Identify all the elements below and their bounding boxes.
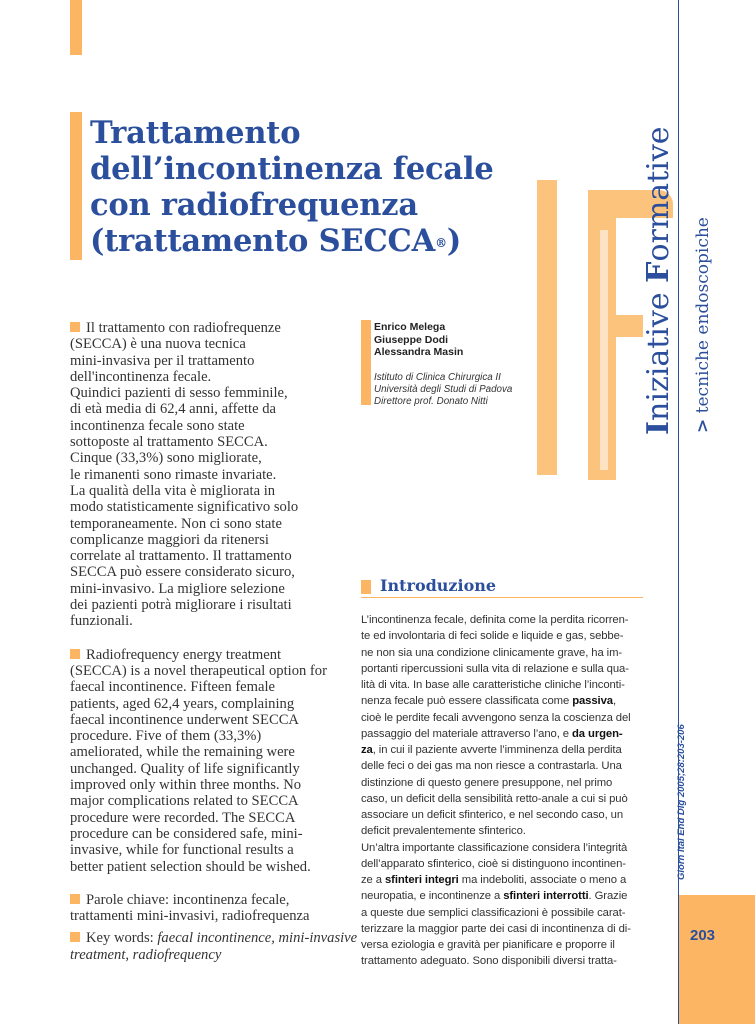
text-line: neuropatia, e incontinenze a sfinteri interrotti. Grazie xyxy=(361,890,628,903)
bullet-square-icon xyxy=(70,649,80,659)
section-rule xyxy=(361,597,643,598)
text-line: versa eziologia e gravità per pianificare e proporre il xyxy=(361,939,615,951)
section-heading: Introduzione xyxy=(380,576,497,595)
text-line: ne non sia una condizione clinicamente grave, ha im- xyxy=(361,646,623,659)
abstract xyxy=(70,320,360,969)
series-subtitle: > tecniche endoscopiche xyxy=(693,217,713,433)
page-number-box xyxy=(679,895,755,1024)
abstract-italian xyxy=(70,320,360,630)
text-line: unchanged. Quality of life significantly xyxy=(70,760,300,777)
text-line: distinzione di questo genere presuppone, nel primo xyxy=(361,776,613,789)
registered-mark: ® xyxy=(435,236,447,250)
text-line: delle feci o dei gas ma non riesce a contrastarla. Una xyxy=(361,760,622,773)
title-line: (trattamento SECCA®) xyxy=(90,223,462,259)
keywords-english: Key words: faecal incontinence, mini-invasive treatment, radiofrequency xyxy=(70,930,358,963)
text-line: passaggio del materiale attraverso l’ano, e da urgen- xyxy=(361,727,623,740)
series-title: Iniziative Formative xyxy=(641,126,676,435)
text-line: cioè le perdite fecali avvengono senza la coscienza del xyxy=(361,711,631,724)
text-line: faecal incontinence underwent SECCA xyxy=(70,711,299,728)
text-line: Radiofrequency energy treatment xyxy=(70,647,360,663)
text-line: Cinque (33,3%) sono migliorate, xyxy=(70,450,262,467)
text-line: caso, un deficit della sensibilità retto-anale a cui si può xyxy=(361,792,628,805)
text-line: Il trattamento con radiofrequenze xyxy=(70,320,360,336)
title-line: Trattamento xyxy=(90,115,301,151)
text-line: La qualità della vita è migliorata in xyxy=(70,482,276,499)
text-line: temporaneamente. Non ci sono state xyxy=(70,515,282,532)
abstract-english xyxy=(70,647,360,875)
text-line: correlate al trattamento. Il trattamento xyxy=(70,548,292,565)
text-line: a queste due semplici classificazioni è possibile carat- xyxy=(361,906,626,919)
text-line: terizzare la maggior parte dei casi di incontinenza di di- xyxy=(361,922,631,935)
text-line: portanti ripercussioni sulla vita di relazione e sulla qua- xyxy=(361,662,629,675)
title-line: dell’incontinenza fecale xyxy=(90,151,494,187)
text-line: improved only within three months. No xyxy=(70,777,302,794)
text-line: (SECCA) è una nuova tecnica xyxy=(70,336,246,353)
author-name: Enrico Melega xyxy=(374,321,446,333)
authors-accent-bar xyxy=(361,320,371,405)
text-line: trattamento adeguato. Sono disponibili diversi tratta- xyxy=(361,955,617,968)
title-accent-bar xyxy=(70,112,82,260)
text-line: sottoposte al trattamento SECCA. xyxy=(70,434,268,451)
text-line: patients, aged 62,4 years, complaining xyxy=(70,695,295,712)
text-line: te ed involontaria di feci solide e liquide e gas, sebbe- xyxy=(361,630,624,643)
text-line: Un’altra importante classificazione considera l’integrità xyxy=(361,841,628,854)
text-line: L’incontinenza fecale, definita come la perdita ricorren- xyxy=(361,614,629,626)
author-list xyxy=(374,321,544,359)
text-line: le rimanenti sono rimaste invariate. xyxy=(70,466,277,483)
text-line: procedure. Five of them (33,3%) xyxy=(70,728,262,745)
text-line: funzionali. xyxy=(70,613,133,630)
text-line: za, in cui il paziente avverte l’imminenza della perdita xyxy=(361,744,622,756)
body-text xyxy=(361,612,646,970)
text-line: ameliorated, while the remaining were xyxy=(70,744,295,761)
bullet-square-icon xyxy=(70,322,80,332)
arrow-icon: > xyxy=(693,418,713,433)
text-line: dell’apparato sfinterico, cioè si distinguono incontinen- xyxy=(361,857,626,870)
text-line: mini-invasivo. La migliore selezione xyxy=(70,580,285,597)
text-line: complicanze maggiori da ritenersi xyxy=(70,531,269,548)
text-line: incontinenza fecale sono state xyxy=(70,417,245,434)
text-line: Quindici pazienti di sesso femminile, xyxy=(70,385,288,402)
title-line: con radiofrequenza xyxy=(90,187,418,223)
text-line: procedure were recorded. The SECCA xyxy=(70,809,296,826)
keywords-italian: Parole chiave: incontinenza fecale, trattamenti mini-invasivi, radiofrequenza xyxy=(70,891,310,925)
text-line: (SECCA) is a novel therapeutical option for xyxy=(70,662,327,679)
text-line: deficit prevalentemente sfinterico. xyxy=(361,825,526,838)
text-line: ze a sfinteri integri ma indeboliti, associate o meno a xyxy=(361,874,627,886)
text-line: major complications related to SECCA xyxy=(70,793,299,810)
text-line: associare un deficit sfinterico, e nel secondo caso, un xyxy=(361,809,624,821)
text-line: faecal incontinence. Fifteen female xyxy=(70,679,276,696)
text-line: mini-invasiva per il trattamento xyxy=(70,352,255,369)
text-line: lità di vita. In base alle caratteristiche cliniche l’inconti- xyxy=(361,679,625,691)
journal-citation: Giorn Ital End Dig 2005;28:203-206 xyxy=(676,724,687,880)
affiliation: Istituto di Clinica Chirurgica II Università degli Studi di Padova Direttore prof. Donato Nitti xyxy=(374,372,513,407)
text-line: better patient selection should be wished. xyxy=(70,858,311,875)
text-line: SECCA può essere considerato sicuro, xyxy=(70,564,295,581)
text-line: invasive, while for functional results a xyxy=(70,842,294,859)
text-line: dell'incontinenza fecale. xyxy=(70,368,212,385)
text-line: modo statisticamente significativo solo xyxy=(70,499,299,516)
text-line: dei pazienti potrà migliorare i risultati xyxy=(70,597,292,614)
author-name: Giuseppe Dodi xyxy=(374,333,449,346)
text-line: di età media di 62,4 anni, affette da xyxy=(70,401,276,418)
text-line: nenza fecale può essere classificata come passiva, xyxy=(361,695,616,708)
article-title xyxy=(90,115,510,259)
section-marker xyxy=(361,580,371,594)
page-number: 203 xyxy=(690,927,716,944)
bullet-square-icon xyxy=(70,894,80,904)
top-accent-bar xyxy=(70,0,82,55)
text-line: procedure can be considered safe, mini- xyxy=(70,825,303,842)
author-name: Alessandra Masin xyxy=(374,346,464,358)
bullet-square-icon xyxy=(70,932,80,942)
